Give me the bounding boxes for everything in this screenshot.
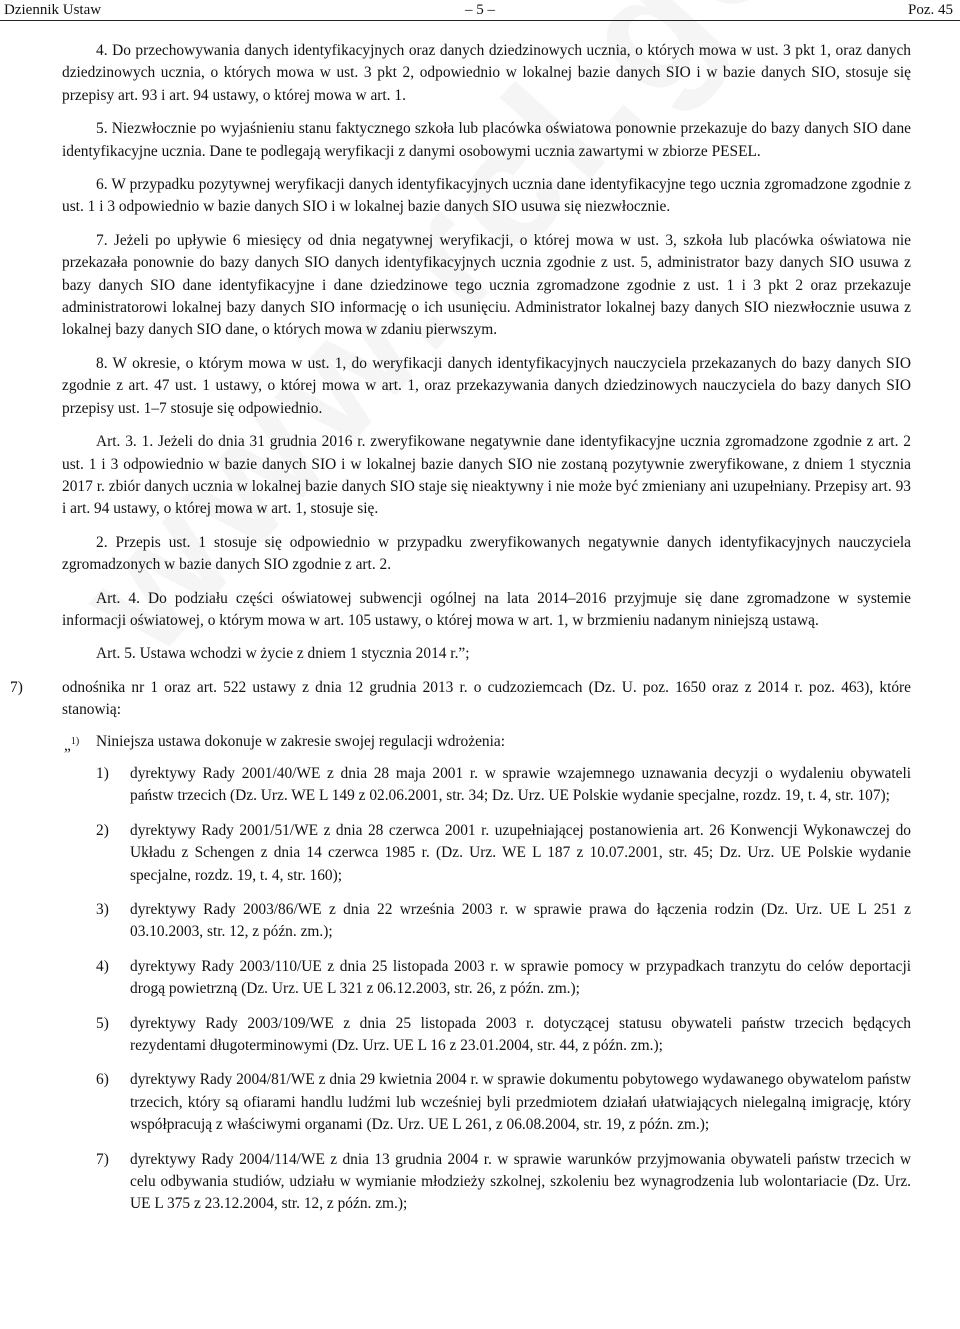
list-item-number: 4)	[96, 957, 109, 975]
amendment-item-7	[10, 677, 911, 722]
page-number: – 5 –	[465, 2, 495, 18]
article-3-para-1: Art. 3. 1. Jeżeli do dnia 31 grudnia 2016 r. zweryfikowane negatywnie dane identyfikacyjne ucznia zgromadzone zgodnie z art. 2 ust. 1 i 3 odpowiednio w bazie danych SIO i w lokalnej bazie danych SIO nie zostaną pozytywnie zweryfikowane, z dniem 1 stycznia 2017 r. zbiór danych ucznia w lokalnej bazie danych SIO staje się nieaktywny i nie może być zmieniany ani uzupełniany. Przepisy art. 93 i art. 94 ustawy, o której mowa w art. 1, stosuje się.	[62, 433, 911, 518]
list-item	[96, 1069, 911, 1136]
paragraph-8: 8. W okresie, o którym mowa w ust. 1, do weryfikacji danych identyfikacyjnych nauczyciela przekazanych do bazy danych SIO zgodnie z art. 47 ust. 1 ustawy, o której mowa w art. 1, oraz przekazywania danych dziedzinowych nauczyciela do bazy danych SIO przepisy ust. 1–7 stosuje się odpowiednio.	[62, 354, 911, 417]
list-item-text: dyrektywy Rady 2003/110/UE z dnia 25 listopada 2003 r. w sprawie pomocy w przypadkach tranzytu do celów deportacji drogą powietrzną (Dz. Urz. UE L 321 z 06.12.2003, str. 26, z późn. zm.);	[130, 957, 911, 998]
footnote-number: 1)	[70, 735, 80, 747]
article-3-para-2: 2. Przepis ust. 1 stosuje się odpowiednio w przypadku zweryfikowanych negatywnie danych identyfikacyjnych nauczyciela zgromadzonych w bazie danych SIO zgodnie z art. 2.	[62, 533, 911, 574]
list-item-text: dyrektywy Rady 2001/51/WE z dnia 28 czerwca 2001 r. uzupełniającej postanowienia art. 26 Konwencji Wykonawczej do Układu z Schengen z dnia 14 czerwca 1985 r. (Dz. Urz. WE L 187 z 10.07.2001, str. 45; Dz. Urz. UE Polskie wydanie specjalne, rozdz. 19, t. 4, str. 160);	[130, 821, 911, 884]
list-item-text: dyrektywy Rady 2003/109/WE z dnia 25 listopada 2003 r. dotyczącej statusu obywateli państw trzecich będących rezydentami długoterminowymi (Dz. Urz. UE L 16 z 23.01.2004, str. 44, z późn. zm.);	[130, 1014, 911, 1055]
list-item-number: 7)	[96, 1150, 109, 1168]
journal-title: Dziennik Ustaw	[4, 2, 102, 18]
list-item	[96, 1013, 911, 1058]
page-header	[0, 0, 960, 20]
paragraph-5: 5. Niezwłocznie po wyjaśnieniu stanu faktycznego szkoła lub placówka oświatowa ponownie przekazuje do bazy danych SIO dane identyfikacyjne ucznia. Dane te podlegają weryfikacji z danymi osobowymi ucznia zawartymi w zbiorze PESEL.	[62, 120, 911, 160]
article-5: Art. 5. Ustawa wchodzi w życie z dniem 1 stycznia 2014 r.”;	[96, 645, 470, 663]
item-number: 7)	[10, 678, 23, 696]
list-item-number: 3)	[96, 901, 109, 918]
header-divider	[0, 20, 960, 21]
footnote-text: Niniejsza ustawa dokonuje w zakresie swojej regulacji wdrożenia:	[96, 732, 505, 750]
list-item-number: 5)	[96, 1014, 109, 1032]
item-text: odnośnika nr 1 oraz art. 522 ustawy z dnia 12 grudnia 2013 r. o cudzoziemcach (Dz. U. poz. 1650 oraz z 2014 r. poz. 463), które stanowią:	[62, 678, 911, 719]
position-number: Poz. 45	[908, 2, 953, 18]
list-item	[96, 899, 911, 944]
footnote-marker	[64, 731, 79, 757]
list-item-number: 6)	[96, 1071, 109, 1089]
list-item-text: dyrektywy Rady 2004/114/WE z dnia 13 grudnia 2004 r. w sprawie warunków przyjmowania obywateli państw trzecich w celu odbywania studiów, udziału w wymianie młodzieży szkolnej, szkoleniu bez wynagrodzenia lub wolontariacie (Dz. Urz. UE L 375 z 23.12.2004, str. 12, z późn. zm.);	[130, 1150, 911, 1213]
list-item-text: dyrektywy Rady 2003/86/WE z dnia 22 września 2003 r. w sprawie prawa do łączenia rodzin (Dz. Urz. UE L 251 z 03.10.2003, str. 12, z późn. zm.);	[130, 901, 911, 941]
list-item	[96, 1149, 911, 1216]
paragraph-6: 6. W przypadku pozytywnej weryfikacji danych identyfikacyjnych ucznia dane identyfikacyjne tego ucznia zgromadzone zgodnie z ust. 1 i 3 odpowiednio w bazie danych SIO i w lokalnej bazie danych SIO usuwa się niezwłocznie.	[62, 176, 911, 216]
list-item	[96, 763, 911, 808]
directives-list	[62, 763, 911, 1216]
list-item-text: dyrektywy Rady 2004/81/WE z dnia 29 kwietnia 2004 r. w sprawie dokumentu pobytowego wydawanego obywatelom państw trzecich, który są ofiarami handlu ludźmi lub wcześniej byli przedmiotem działań ułatwiających nielegalną imigrację, który współpracują z właściwymi organami (Dz. Urz. UE L 261, z 06.08.2004, str. 19, z późn. zm.);	[130, 1071, 911, 1134]
list-item-number: 2)	[96, 821, 109, 839]
paragraph-7: 7. Jeżeli po upływie 6 miesięcy od dnia negatywnej weryfikacji, o której mowa w ust. 3, szkoła lub placówka oświatowa nie przekazała ponownie do bazy danych SIO danych identyfikacyjnych ucznia zgodnie z ust. 5, administrator bazy danych SIO usuwa z bazy danych SIO dane identyfikacyjne i dane dziedzinowe tego ucznia zgromadzone zgodnie z ust. 1 i 3 pkt 2 oraz przekazuje administratorowi lokalnej bazy danych SIO informację o ich usunięciu. Administrator lokalnej bazy danych SIO niezwłocznie usuwa z lokalnej bazy danych SIO dane, o których mowa w zdaniu pierwszym.	[62, 231, 911, 339]
document-body	[10, 40, 911, 1228]
list-item	[96, 820, 911, 887]
list-item-number: 1)	[96, 764, 109, 782]
list-item-text: dyrektywy Rady 2001/40/WE z dnia 28 maja 2001 r. w sprawie wzajemnego uznawania decyzji o wydaleniu obywateli państw trzecich (Dz. Urz. WE L 149 z 02.06.2001, str. 34; Dz. Urz. UE Polskie wydanie specjalne, rozdz. 19, t. 4, str. 107);	[130, 764, 911, 805]
paragraph-4: 4. Do przechowywania danych identyfikacyjnych oraz danych dziedzinowych ucznia, o których mowa w ust. 3 pkt 1, oraz danych dziedzinowych ucznia, o których mowa w ust. 3 pkt 2, odpowiednio w lokalnej bazie danych SIO i w bazie danych SIO, stosuje się przepisy art. 93 i art. 94 ustawy, o której mowa w art. 1.	[62, 42, 911, 104]
article-4: Art. 4. Do podziału części oświatowej subwencji ogólnej na lata 2014–2016 przyjmuje się dane zgromadzone w systemie informacji oświatowej, o którym mowa w art. 105 ustawy, o której mowa w art. 1, w brzmieniu nadanym niniejszą ustawą.	[62, 589, 911, 629]
footnote-1	[62, 731, 911, 753]
list-item	[96, 956, 911, 1001]
footnote-open-quote: „	[64, 736, 71, 754]
